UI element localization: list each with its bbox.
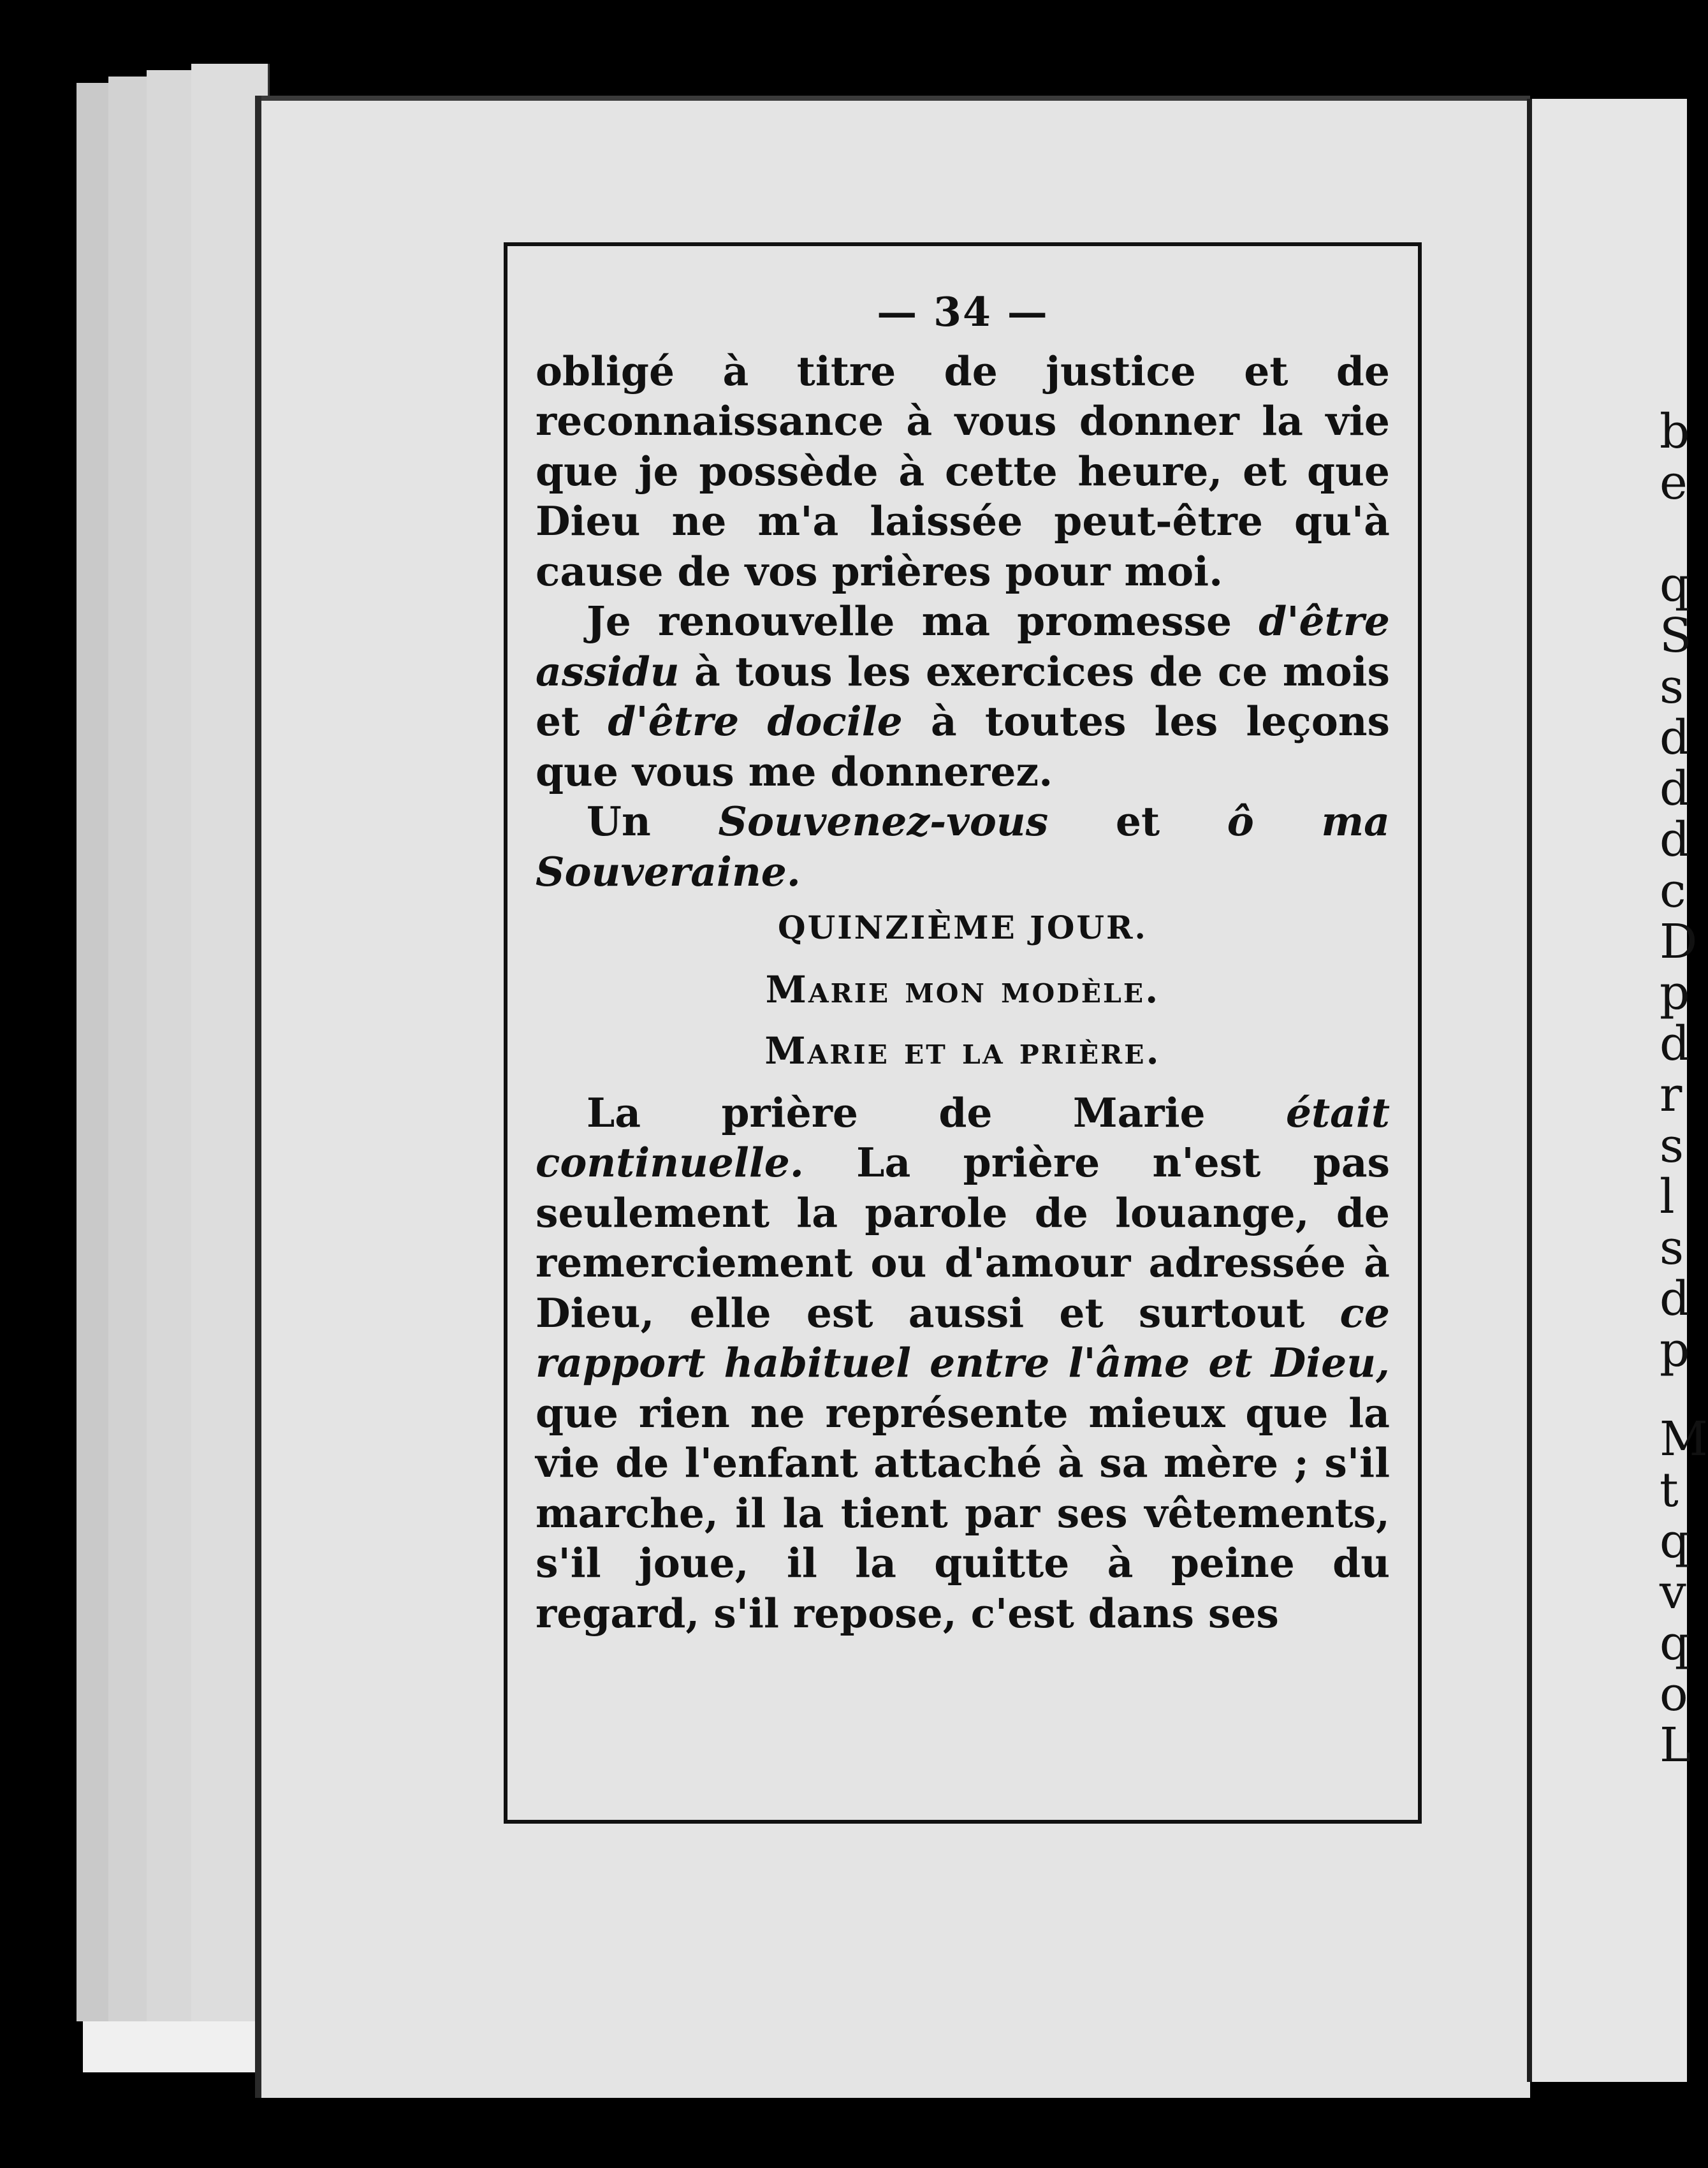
italic-run: d'être docile: [608, 698, 903, 745]
facing-page-letter: d: [1660, 812, 1690, 867]
text-run: Je renouvelle ma promesse: [587, 597, 1259, 645]
facing-page-letter: c: [1660, 863, 1686, 918]
facing-page-letter: q: [1660, 557, 1690, 612]
paragraph: [536, 596, 1390, 796]
facing-page-letter: v: [1660, 1565, 1686, 1620]
heading-model: Marie mon modèle.: [765, 967, 1160, 1011]
text-run: à toutes les leçons que vous me donnerez.: [536, 698, 1390, 795]
heading-day: QUINZIÈME JOUR.: [778, 909, 1148, 946]
facing-page-letter: d: [1660, 710, 1690, 765]
paragraphs-bottom: [536, 1088, 1390, 1639]
facing-page-letter: M: [1660, 1412, 1708, 1467]
facing-page-letter: q: [1660, 1514, 1690, 1569]
facing-page-letter: s: [1660, 659, 1684, 714]
text-run: que rien ne représente mieux que la vie de l'enfant attaché à sa mère ; s'il marche, il la tient par ses vêtements, s'il joue, il la quitte à peine du regard, s'il repose, c'est dans ses: [536, 1389, 1390, 1637]
facing-page-letter: p: [1660, 965, 1690, 1020]
paragraphs-top: [536, 346, 1390, 897]
page-text: [536, 287, 1390, 1638]
facing-page-letter: q: [1660, 1616, 1690, 1671]
facing-page-letter: d: [1660, 1016, 1690, 1071]
page-number: — 34 —: [877, 288, 1049, 335]
facing-page-letter: p: [1660, 1322, 1690, 1377]
italic-run: d'être assidu: [536, 597, 1390, 695]
italic-run: était continuelle.: [536, 1088, 1390, 1186]
italic-run: Souvenez-vous: [718, 798, 1049, 845]
paragraph: [536, 1088, 1390, 1639]
paragraph: [536, 346, 1390, 597]
facing-page-letter: d: [1660, 761, 1690, 816]
text-run: obligé à titre de justice et de reconnaissance à vous donner la vie que je possède à cette heure, et que Dieu ne m'a laissée peut-être qu'à cause de vos prières pour moi.: [536, 347, 1390, 595]
facing-page-letter: d: [1660, 1271, 1690, 1326]
paragraph: [536, 796, 1390, 897]
text-run: à tous les exercices de ce mois et: [536, 647, 1390, 745]
facing-page-letter: l: [1660, 1169, 1675, 1224]
text-run: La prière n'est pas seulement la parole de louange, de remerciement ou d'amour adressée à Dieu, elle est aussi et surtout: [536, 1139, 1390, 1337]
facing-page-letter: s: [1660, 1220, 1684, 1275]
text-run: La prière de Marie: [587, 1088, 1286, 1136]
facing-page-letter: s: [1660, 1118, 1684, 1173]
text-run: et: [1048, 798, 1227, 845]
facing-page-letter: L: [1660, 1718, 1691, 1773]
text-run: Un: [587, 798, 719, 845]
facing-page-letter: D: [1660, 914, 1698, 969]
italic-run: ô ma Souveraine.: [536, 798, 1390, 895]
heading-prayer: Marie et la prière.: [764, 1029, 1161, 1073]
italic-run: ce rapport habituel entre l'âme et Dieu,: [536, 1289, 1390, 1386]
facing-page-letter: b: [1660, 404, 1690, 459]
facing-page-letter: e: [1660, 455, 1688, 510]
facing-page-letter: t: [1660, 1463, 1679, 1518]
page-top-edge: [261, 96, 1530, 101]
facing-page-letter: o: [1660, 1667, 1688, 1722]
facing-page: [1527, 99, 1708, 2082]
facing-page-letter: r: [1660, 1067, 1682, 1122]
facing-page-letter: S: [1660, 608, 1692, 663]
